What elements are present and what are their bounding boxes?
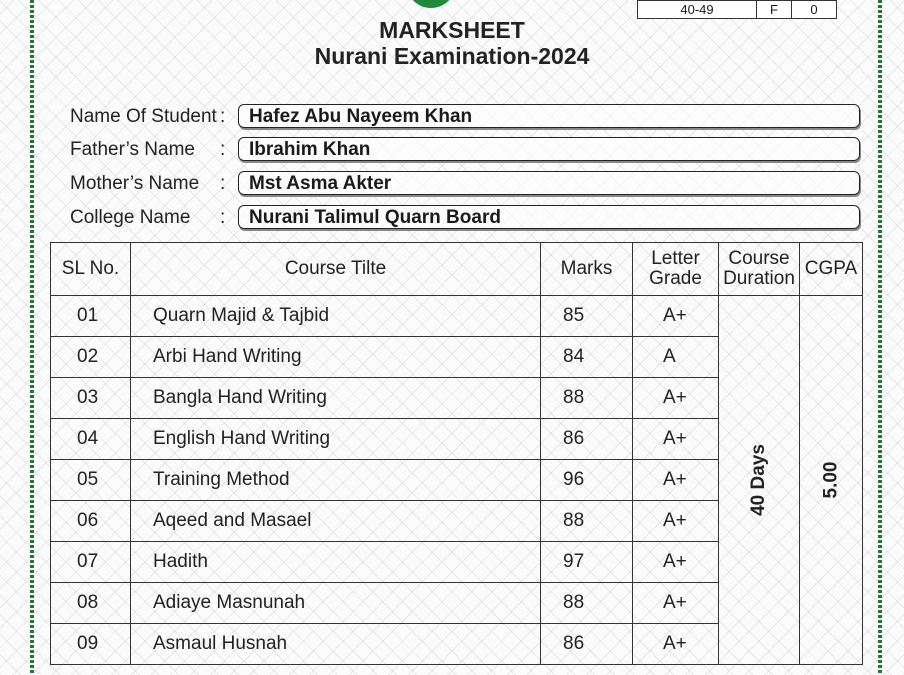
row-marks: 84 [541,337,633,378]
row-course: Training Method [131,460,541,501]
row-grade: A+ [633,583,719,624]
row-course: Asmaul Husnah [131,624,541,665]
grade-scale-grade: F [757,1,792,19]
college-name-value: Nurani Talimul Quarn Board [238,205,860,229]
row-grade: A+ [633,296,719,337]
father-name-label: Father’s Name [70,139,195,160]
row-course: Bangla Hand Writing [131,378,541,419]
row-sl: 09 [51,624,131,665]
right-border-decoration [878,0,882,675]
header-cgpa: CGPA [800,243,863,296]
row-grade: A+ [633,419,719,460]
mother-name-value: Mst Asma Akter [238,171,860,195]
cgpa-value: 5.00 [819,461,841,499]
cgpa-cell [800,296,863,665]
table-row [51,296,863,337]
colon: : [220,207,226,228]
row-sl: 08 [51,583,131,624]
row-marks: 88 [541,501,633,542]
row-marks: 88 [541,378,633,419]
college-name-label: College Name [70,207,191,228]
row-grade: A+ [633,542,719,583]
header-letter-grade [633,243,719,296]
header-duration-line1: Course [728,248,790,269]
row-marks: 86 [541,419,633,460]
row-sl: 03 [51,378,131,419]
row-grade: A [633,337,719,378]
marks-table [50,242,863,665]
page-title: MARKSHEET [379,17,525,43]
row-course: Arbi Hand Writing [131,337,541,378]
row-sl: 07 [51,542,131,583]
colon: : [220,106,226,127]
course-duration-cell [719,296,800,665]
row-sl: 05 [51,460,131,501]
grade-scale-point: 0 [792,1,837,19]
header-letter-line1: Letter [651,248,700,269]
row-grade: A+ [633,460,719,501]
row-marks: 88 [541,583,633,624]
colon: : [220,173,226,194]
header-duration-line2: Duration [723,268,795,289]
student-name-row [70,103,473,131]
row-sl: 04 [51,419,131,460]
mother-name-label: Mother’s Name [70,173,200,194]
row-marks: 96 [541,460,633,501]
row-grade: A+ [633,624,719,665]
header-sl: SL No. [51,243,131,296]
header-course: Course Tilte [131,243,541,296]
row-grade: A+ [633,501,719,542]
colon: : [220,139,226,160]
row-marks: 85 [541,296,633,337]
college-name-row [70,204,501,232]
row-course: Adiaye Masnunah [131,583,541,624]
course-duration-value: 40 Days [748,444,769,516]
header-marks: Marks [541,243,633,296]
row-course: English Hand Writing [131,419,541,460]
header-course-duration [719,243,800,296]
row-marks: 97 [541,542,633,583]
father-name-row [70,136,371,164]
header-letter-line2: Grade [649,268,702,289]
row-marks: 86 [541,624,633,665]
row-course: Aqeed and Masael [131,501,541,542]
student-name-value: Hafez Abu Nayeem Khan [238,104,860,128]
row-sl: 01 [51,296,131,337]
marks-table-header [51,243,863,296]
row-sl: 06 [51,501,131,542]
row-grade: A+ [633,378,719,419]
student-name-label: Name Of Student [70,106,217,127]
page-subtitle: Nurani Examination-2024 [314,43,590,69]
row-sl: 02 [51,337,131,378]
mother-name-row [70,170,392,198]
father-name-value: Ibrahim Khan [238,137,860,161]
grade-scale-range: 40-49 [638,1,757,19]
row-course: Quarn Majid & Tajbid [131,296,541,337]
left-border-decoration [30,0,34,675]
row-course: Hadith [131,542,541,583]
grade-scale-row [638,1,837,19]
